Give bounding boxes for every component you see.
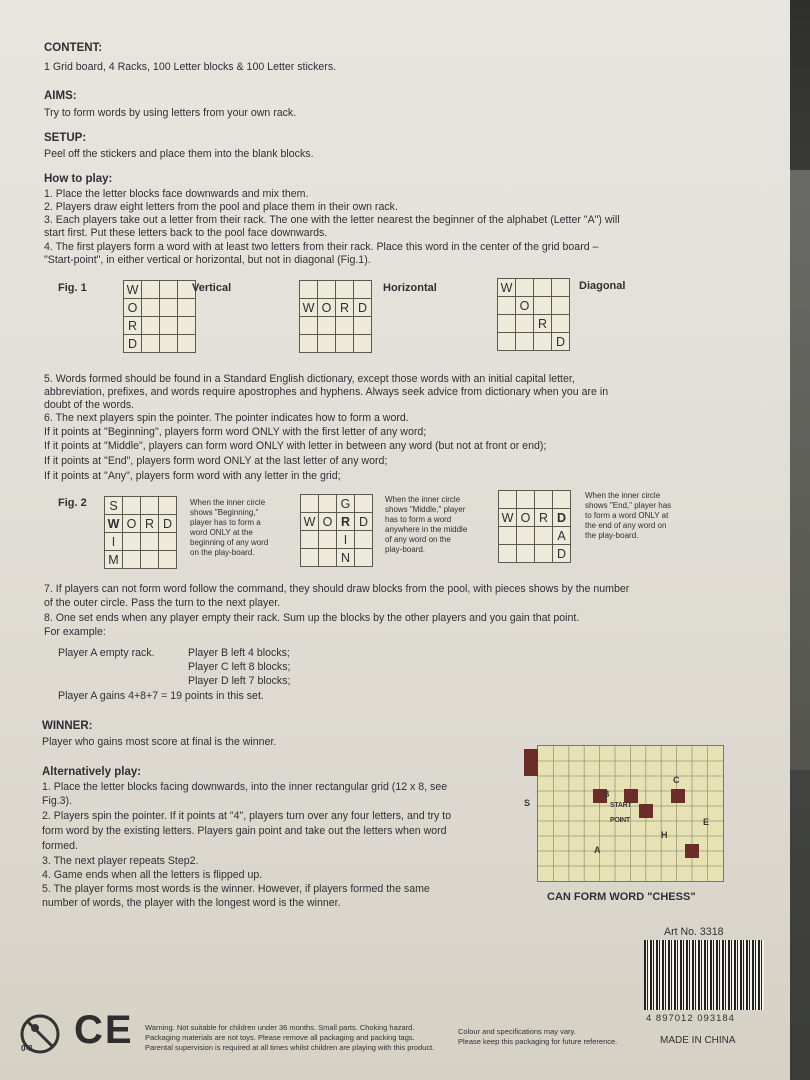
- rule-8-example: For example:: [44, 626, 106, 638]
- age-label: 0-3: [21, 1044, 33, 1053]
- example-b: Player B left 4 blocks;: [188, 647, 290, 659]
- fig1-label: Fig. 1: [58, 282, 87, 294]
- aims-heading: AIMS:: [44, 90, 77, 102]
- setup-heading: SETUP:: [44, 132, 87, 144]
- rule-7: 7. If players can not form word follow the command, they should draw blocks from the pool, with pieces shows by the number: [44, 583, 630, 595]
- warning-text: Warning. Not suitable for children under 36 months. Small parts. Choking hazard. Packaging materials are not toys. Please remove all packaging and packing tags. Parental supervision is required at all times whilst children are playing with this product.: [145, 1023, 435, 1052]
- step-3: 3. Each players take out a letter from their rack. The one with the letter nearest the beginner of the alphabet (Letter "A") will: [44, 214, 620, 226]
- dark-square: [524, 749, 538, 763]
- grid-cell: D: [124, 335, 142, 353]
- rule-6-any: If it points at "Any", players form word with any letter in the grid;: [44, 470, 341, 482]
- grid-cell: I: [105, 533, 123, 551]
- grid-cell: M: [105, 551, 123, 569]
- fig1-horizontal-label: Horizontal: [383, 282, 437, 294]
- winner-line: Player who gains most score at final is the winner.: [42, 736, 277, 748]
- dark-square: [624, 789, 638, 803]
- rule-8: 8. One set ends when any player empty their rack. Sum up the blocks by the other players and you gain that point.: [44, 612, 580, 624]
- rule-5-cont2: doubt of the words.: [44, 399, 135, 411]
- board-letter-h: H: [661, 830, 668, 840]
- board-letter-c: C: [673, 775, 680, 785]
- grid-cell: N: [337, 549, 355, 567]
- content-line: 1 Grid board, 4 Racks, 100 Letter blocks & 100 Letter stickers.: [44, 61, 337, 73]
- dark-square: [671, 789, 685, 803]
- rule-6-beginning: If it points at "Beginning", players form word ONLY with the first letter of any word;: [44, 426, 427, 438]
- fig2-middle-grid: [300, 494, 373, 567]
- dark-square: [524, 762, 538, 776]
- fig2-end-grid: [498, 490, 571, 563]
- grid-cell: D: [552, 333, 570, 351]
- setup-line: Peel off the stickers and place them into the blank blocks.: [44, 148, 314, 160]
- board-letter-a: A: [594, 845, 601, 855]
- grid-cell: W: [499, 509, 517, 527]
- grid-cell: R: [535, 509, 553, 527]
- step-4-cont: "Start-point", in either vertical or horizontal, but not in diagonal (Fig.1).: [44, 254, 371, 266]
- step-4: 4. The first players form a word with at least two letters from their rack. Place this word in the center of the grid board –: [44, 241, 599, 253]
- board-caption: CAN FORM WORD "CHESS": [547, 891, 696, 903]
- board-letter-b: B: [603, 789, 610, 799]
- step-2: 2. Players draw eight letters from the pool and place them in their own rack.: [44, 201, 398, 213]
- aims-line: Try to form words by using letters from your own rack.: [44, 107, 297, 119]
- alt-line-5b: number of words, the player with the longest word is the winner.: [42, 897, 341, 909]
- rule-6-end: If it points at "End", players form word ONLY at the last letter of any word;: [44, 455, 388, 467]
- made-in-china: MADE IN CHINA: [660, 1035, 736, 1046]
- example-gain: Player A gains 4+8+7 = 19 points in this set.: [58, 690, 264, 702]
- grid-cell: W: [498, 279, 516, 297]
- rule-5: 5. Words formed should be found in a Standard English dictionary, except those words with an initial capital letter,: [44, 373, 575, 385]
- grid-cell: S: [105, 497, 123, 515]
- fig2-beginning-text: When the inner circle shows "Beginning," player has to form a word ONLY at the beginning of any word on the play-board.: [190, 498, 269, 557]
- art-number: Art No. 3318: [664, 926, 724, 938]
- grid-cell: W: [105, 515, 123, 533]
- dark-square: [639, 804, 653, 818]
- board-start-label: START: [610, 802, 632, 809]
- step-3-cont: start first. Put these letters back to the pool face downwards.: [44, 227, 328, 239]
- fig1-horizontal-grid: [299, 280, 372, 353]
- example-d: Player D left 7 blocks;: [188, 675, 291, 687]
- barcode-digits: 4 897012 093184: [646, 1013, 735, 1024]
- rule-7-cont: of the outer circle. Pass the turn to the next player.: [44, 597, 281, 609]
- grid-cell: O: [517, 509, 535, 527]
- rule-6: 6. The next players spin the pointer. The pointer indicates how to form a word.: [44, 412, 409, 424]
- step-1: 1. Place the letter blocks face downwards and mix them.: [44, 188, 309, 200]
- grid-cell: R: [337, 513, 355, 531]
- grid-cell: W: [301, 513, 319, 531]
- grid-cell: W: [300, 299, 318, 317]
- alt-line-2: 2. Players spin the pointer. If it points at "4", players turn over any four letters, and try to: [42, 810, 452, 822]
- grid-cell: D: [159, 515, 177, 533]
- ce-mark: CE: [74, 1008, 134, 1052]
- fig1-vertical-grid: [123, 280, 196, 353]
- grid-cell: D: [553, 509, 571, 527]
- barcode: [644, 940, 764, 1010]
- grid-cell: R: [534, 315, 552, 333]
- grid-cell: W: [124, 281, 142, 299]
- content-heading: CONTENT:: [44, 42, 103, 54]
- grid-cell: R: [141, 515, 159, 533]
- fig1-vertical-label: Vertical: [192, 282, 232, 294]
- alt-line-1b: Fig.3).: [42, 795, 73, 807]
- grid-cell: O: [318, 299, 336, 317]
- grid-cell: A: [553, 527, 571, 545]
- grid-cell: D: [354, 299, 372, 317]
- alt-line-5: 5. The player forms most words is the winner. However, if players formed the same: [42, 883, 430, 895]
- alt-line-3: 3. The next player repeats Step2.: [42, 855, 199, 867]
- grid-cell: R: [124, 317, 142, 335]
- grid-cell: O: [123, 515, 141, 533]
- fig2-middle-text: When the inner circle shows "Middle," player has to form a word anywhere in the middle of any word on the play-board.: [385, 495, 468, 554]
- grid-cell: D: [553, 545, 571, 563]
- fig3-board: [524, 745, 724, 882]
- fig1-diagonal-grid: [497, 278, 570, 351]
- example-a: Player A empty rack.: [58, 647, 155, 659]
- example-c: Player C left 8 blocks;: [188, 661, 291, 673]
- grid-cell: R: [336, 299, 354, 317]
- grid-cell: O: [516, 297, 534, 315]
- grid-cell: D: [355, 513, 373, 531]
- board-point-label: POINT: [610, 817, 630, 824]
- colour-text: Colour and specifications may vary. Please keep this packaging for future reference.: [458, 1027, 618, 1046]
- rule-5-cont1: abbreviation, prefixes, and words require apostrophes and hyphens. Always seek advice from dictionary when you are in: [44, 386, 609, 398]
- alt-line-4: 4. Game ends when all the letters is flipped up.: [42, 869, 263, 881]
- alt-heading: Alternatively play:: [42, 766, 142, 778]
- grid-cell: I: [337, 531, 355, 549]
- board-letter-s: S: [524, 798, 531, 808]
- grid-cell: O: [319, 513, 337, 531]
- fig3-grid-lines: [538, 746, 723, 881]
- fig2-end-text: When the inner circle shows "End," player has to form a word ONLY at the end of any word on the play-board.: [585, 491, 672, 540]
- fig2-beginning-grid: [104, 496, 177, 569]
- how-to-play-heading: How to play:: [44, 173, 113, 185]
- dark-square: [685, 844, 699, 858]
- grid-cell: G: [337, 495, 355, 513]
- alt-line-2c: formed.: [42, 840, 78, 852]
- board-letter-e: E: [703, 817, 710, 827]
- fig1-diagonal-label: Diagonal: [579, 280, 626, 292]
- winner-heading: WINNER:: [42, 720, 93, 732]
- grid-cell: O: [124, 299, 142, 317]
- alt-line-2b: form word by the existing letters. Players gain point and take out the letters when word: [42, 825, 447, 837]
- fig2-label: Fig. 2: [58, 497, 87, 509]
- alt-line-1: 1. Place the letter blocks facing downwards, into the inner rectangular grid (12 x 8, see: [42, 781, 448, 793]
- rule-6-middle: If it points at "Middle", players can form word ONLY with letter in between any word (but not at front or end);: [44, 440, 547, 452]
